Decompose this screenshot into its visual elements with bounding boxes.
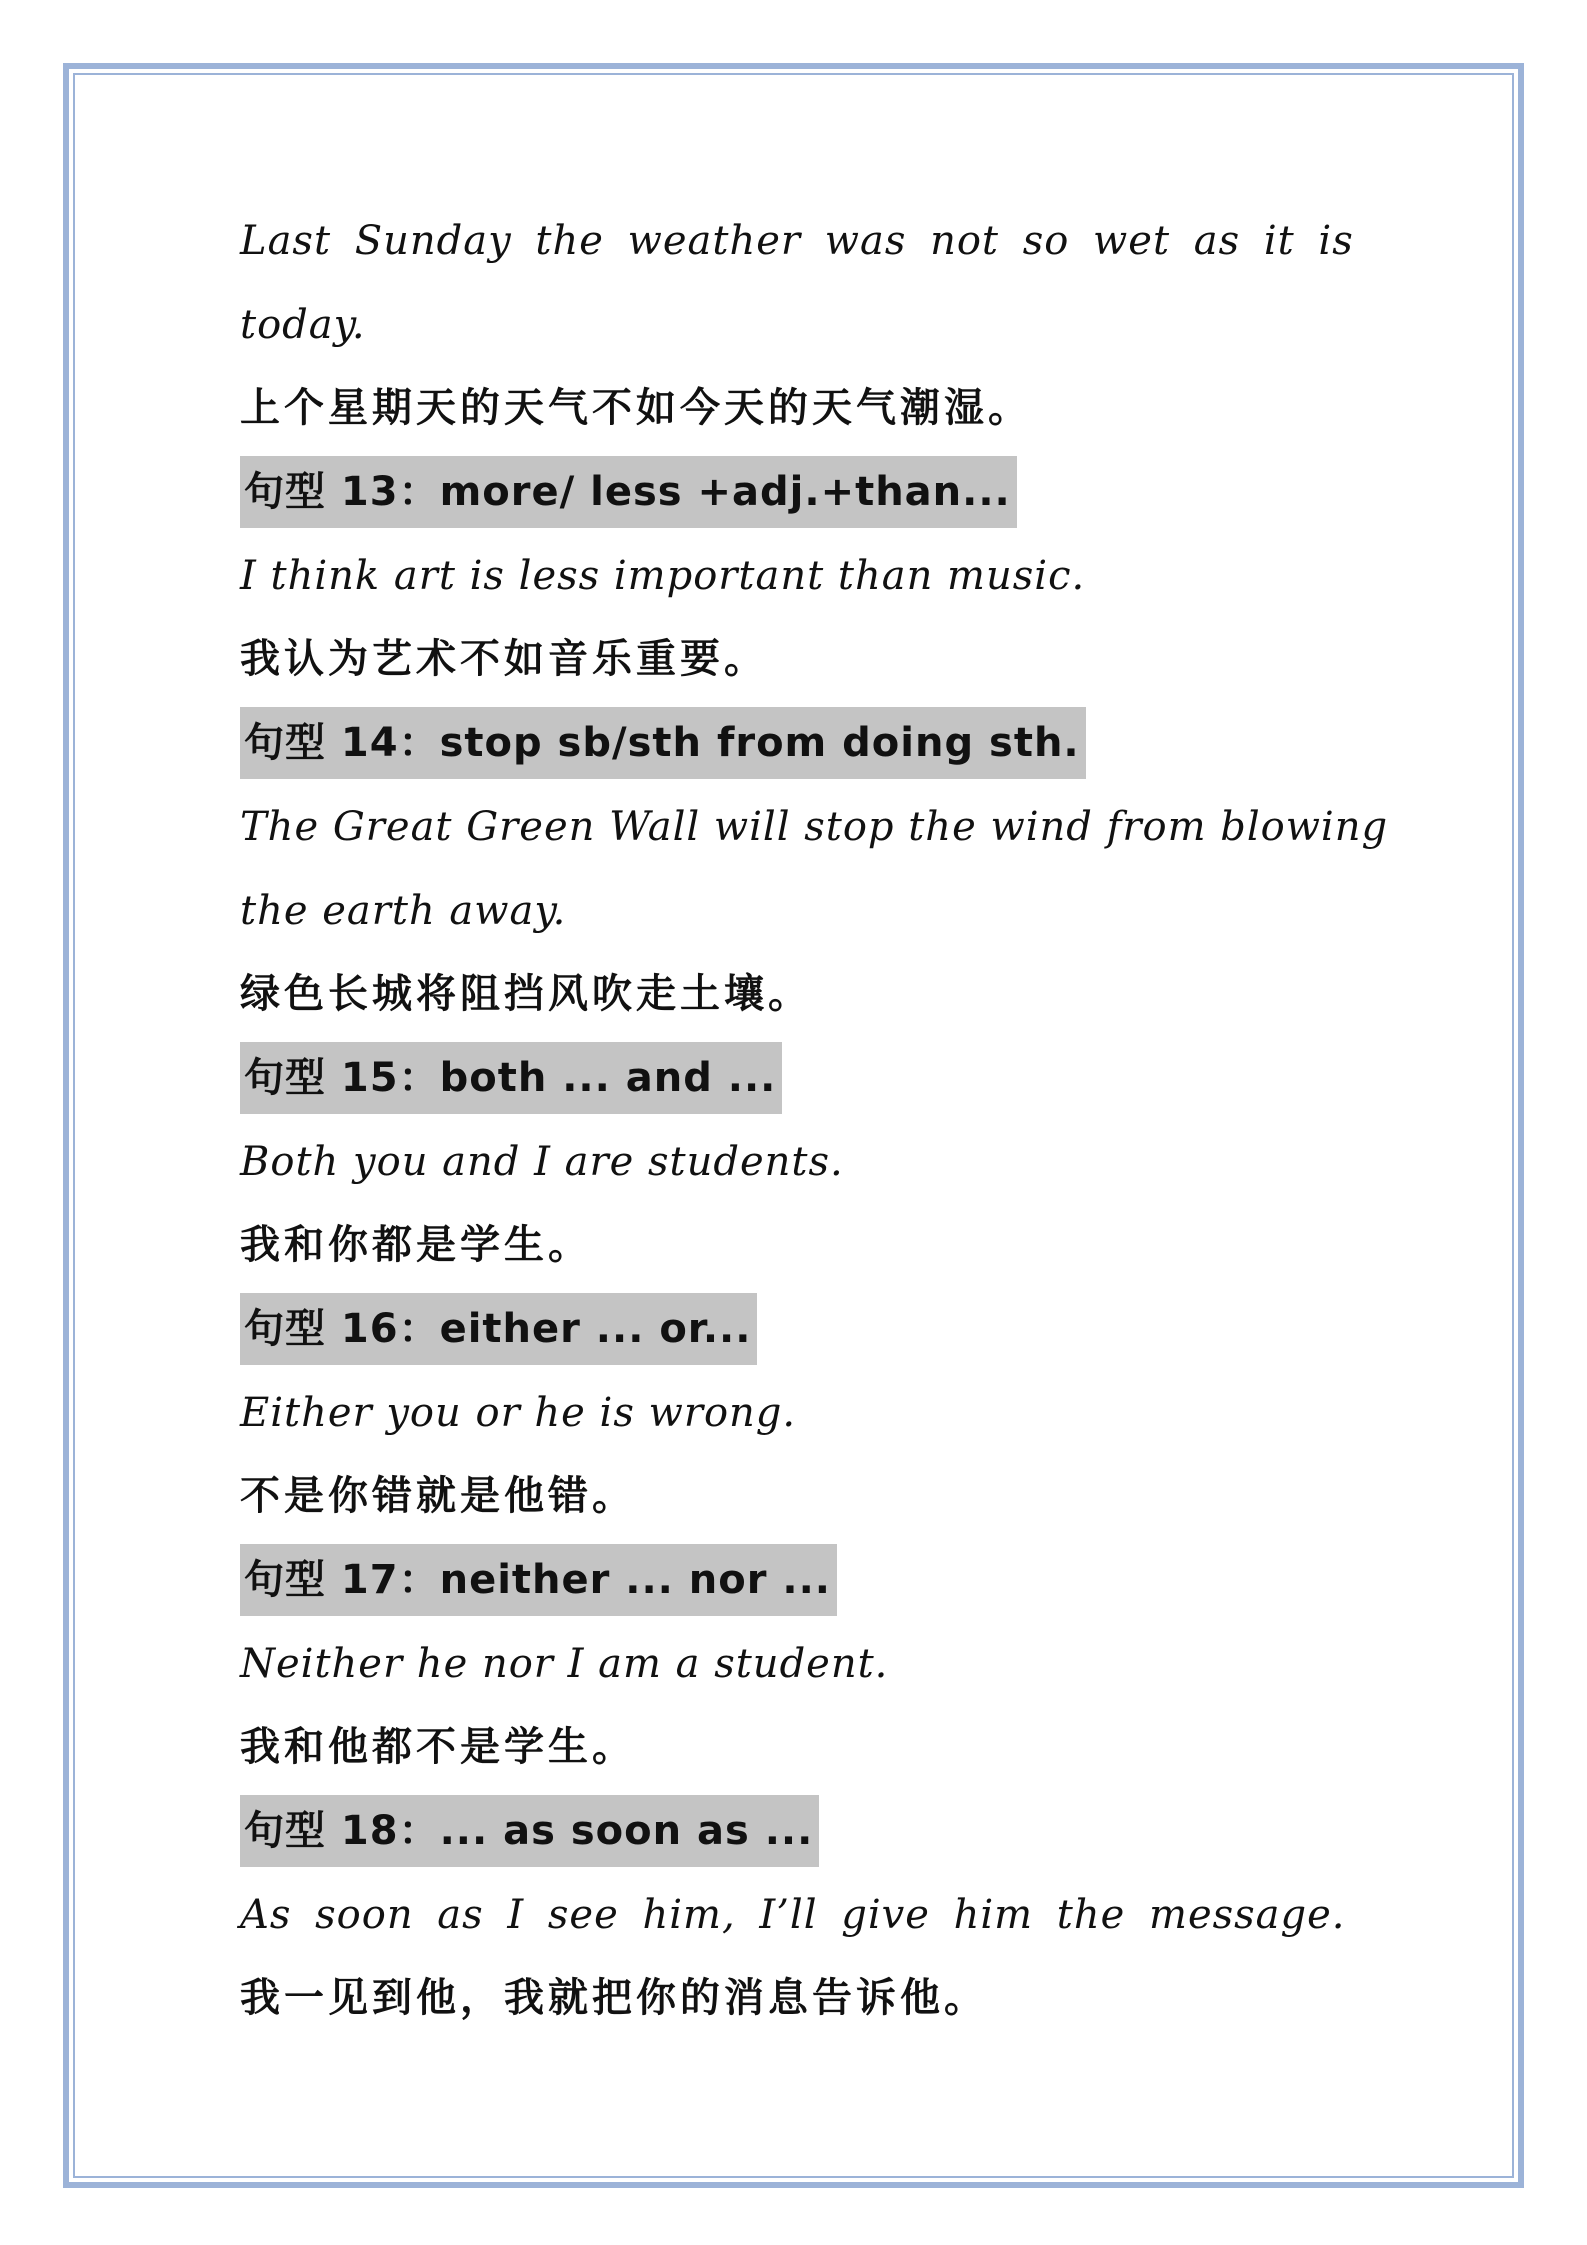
pattern-heading-text: 句型 13：more/ less +adj.+than...: [240, 456, 1017, 528]
pattern-heading-16: [240, 1288, 1370, 1372]
example-sentence-en: Neither he nor I am a student.: [240, 1640, 889, 1687]
pattern-heading-14: [240, 702, 1370, 786]
example-sentence-en: As soon as I see him, I’ll give him the message.: [240, 1891, 1346, 1938]
example-sentence-en: Last Sunday the weather was not so wet as it is: [240, 218, 1354, 264]
example-sentence-cn: 绿色长城将阻挡风吹走土壤。: [240, 971, 812, 1018]
example-sentence-cn: 不是你错就是他错。: [240, 1473, 636, 1520]
pattern-heading-17: [240, 1539, 1370, 1623]
example-sentence-cn: 上个星期天的天气不如今天的天气潮湿。: [240, 385, 1032, 432]
example-sentence-en: I think art is less important than music.: [240, 552, 1086, 599]
pattern-heading-13: [240, 451, 1370, 535]
pattern-heading-text: 句型 17：neither ... nor ...: [240, 1544, 837, 1616]
pattern-heading-text: 句型 16：either ... or...: [240, 1293, 757, 1365]
example-sentence-cn: 我认为艺术不如音乐重要。: [240, 636, 768, 683]
pattern-heading-18: [240, 1790, 1370, 1874]
example-sentence-cn: 我一见到他，我就把你的消息告诉他。: [240, 1975, 988, 2022]
pattern-heading-text: 句型 14：stop sb/sth from doing sth.: [240, 707, 1086, 779]
pattern-heading-text: 句型 15：both ... and ...: [240, 1042, 782, 1114]
example-sentence-cn: 我和他都不是学生。: [240, 1724, 636, 1771]
document-body: [240, 200, 1389, 2041]
example-sentence-en: The Great Green Wall will stop the wind from blowing: [240, 803, 1389, 850]
example-sentence-en: Either you or he is wrong.: [240, 1389, 797, 1436]
example-sentence-en: today.: [240, 301, 366, 348]
example-sentence-cn: 我和你都是学生。: [240, 1222, 592, 1269]
example-sentence-en: Both you and I are students.: [240, 1138, 844, 1185]
example-sentence-en: the earth away.: [240, 887, 567, 934]
pattern-heading-15: [240, 1037, 1370, 1121]
pattern-heading-text: 句型 18：... as soon as ...: [240, 1795, 819, 1867]
